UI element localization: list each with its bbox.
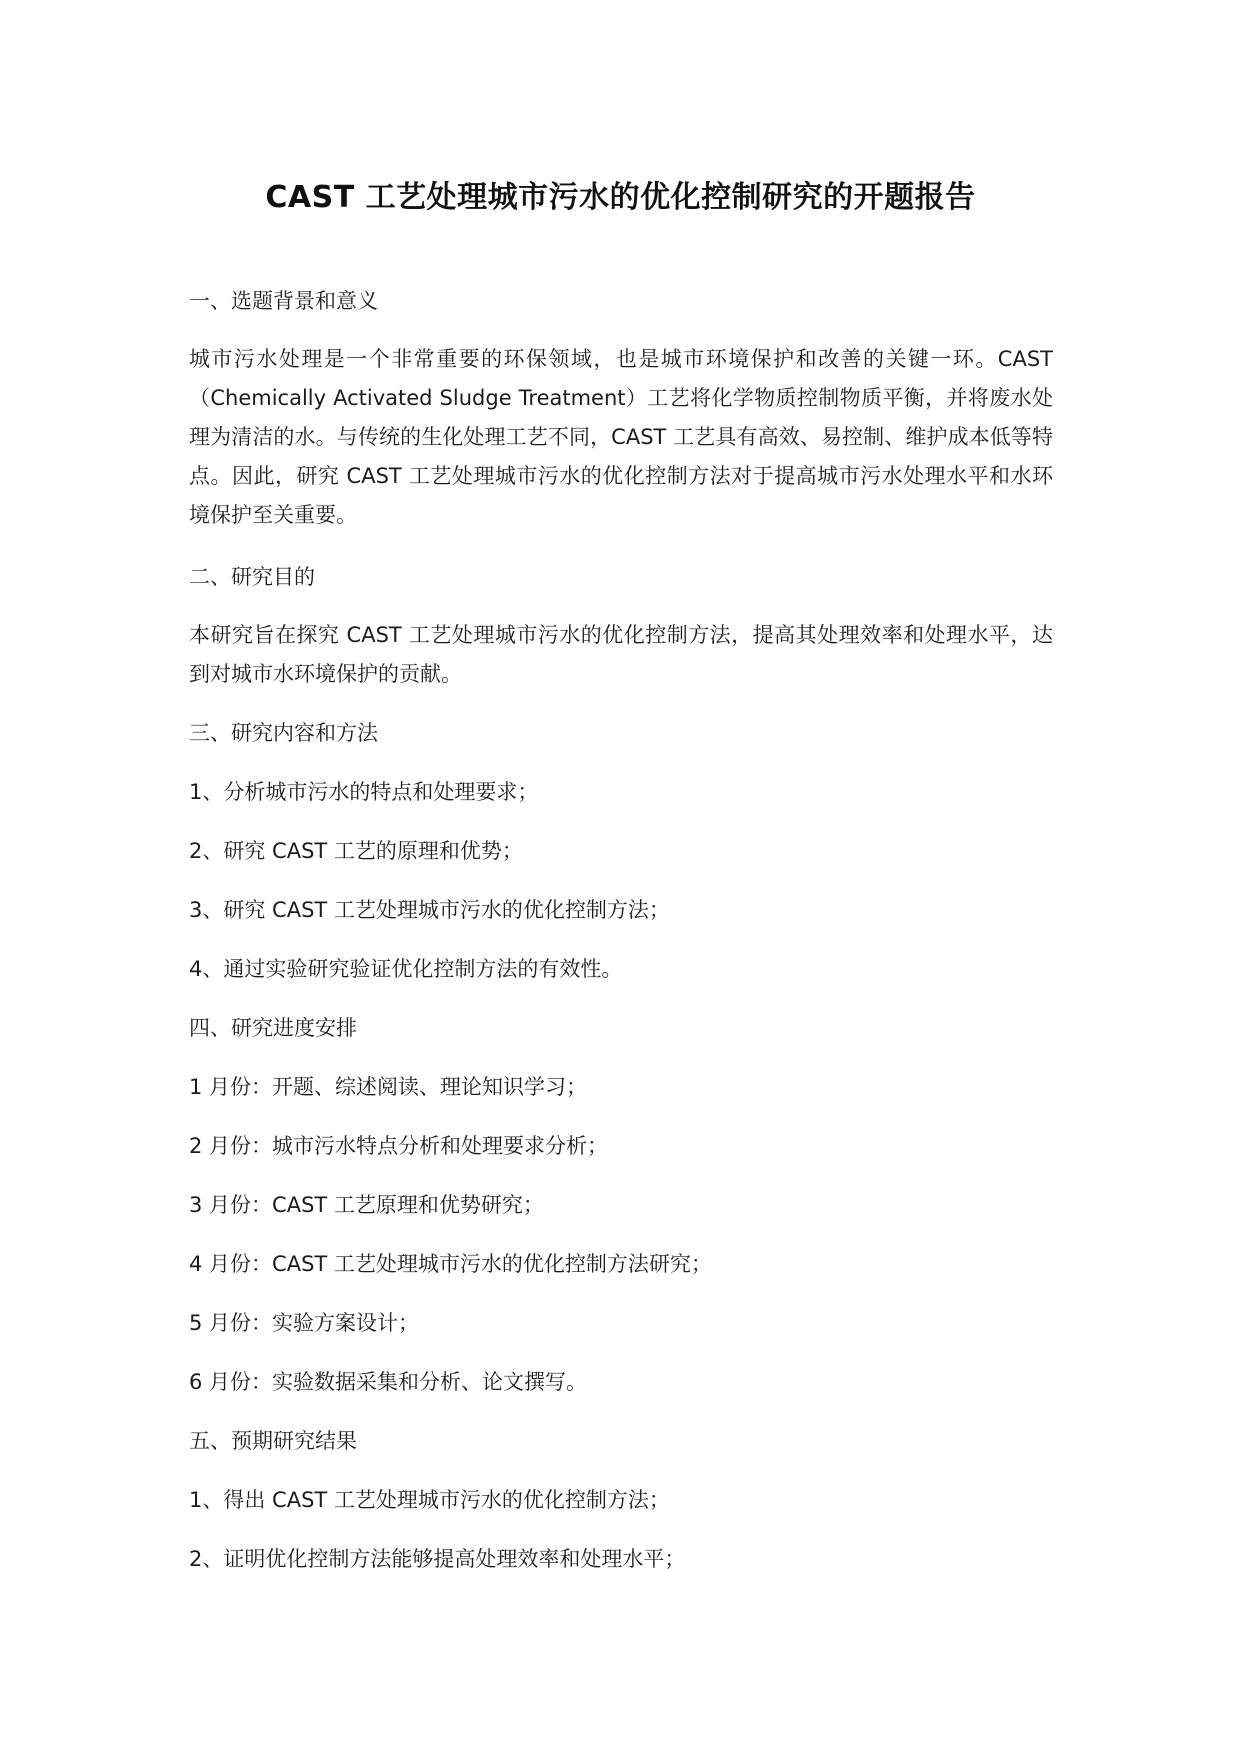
schedule-item: 6 月份：实验数据采集和分析、论文撰写。: [189, 1370, 588, 1394]
paragraph-objective: 本研究旨在探究 CAST 工艺处理城市污水的优化控制方法，提高其处理效率和处理水平，达到对城市水环境保护的贡献。: [189, 623, 1053, 686]
list-item: 2、证明优化控制方法能够提高处理效率和处理水平；: [189, 1547, 686, 1571]
list-item: 1、分析城市污水的特点和处理要求；: [189, 780, 539, 804]
schedule-item: 1 月份：开题、综述阅读、理论知识学习；: [189, 1075, 588, 1099]
section-heading-expected-results: 五、预期研究结果: [189, 1429, 357, 1453]
paragraph-background: 城市污水处理是一个非常重要的环保领域，也是城市环境保护和改善的关键一环。CAST（Chemically Activated Sludge Treatment）工艺将化学物质控制物质平衡，并将废水处理为清洁的水。与传统的生化处理工艺不同，CAST 工艺具有高效、易控制、维护成本低等特点。因此，研究 CAST 工艺处理城市污水的优化控制方法对于提高城市污水处理水平和水环境保护至关重要。: [189, 347, 1053, 527]
section-heading-background: 一、选题背景和意义: [189, 289, 378, 313]
list-item: 1、得出 CAST 工艺处理城市污水的优化控制方法；: [189, 1488, 670, 1512]
schedule-item: 2 月份：城市污水特点分析和处理要求分析；: [189, 1134, 609, 1158]
list-item: 3、研究 CAST 工艺处理城市污水的优化控制方法；: [189, 898, 670, 922]
section-heading-schedule: 四、研究进度安排: [189, 1016, 357, 1040]
document-title: CAST 工艺处理城市污水的优化控制研究的开题报告: [265, 180, 976, 215]
list-item: 4、通过实验研究验证优化控制方法的有效性。: [189, 957, 623, 981]
section-heading-content-methods: 三、研究内容和方法: [189, 721, 378, 745]
section-heading-objective: 二、研究目的: [189, 565, 315, 589]
schedule-item: 5 月份：实验方案设计；: [189, 1311, 420, 1335]
schedule-item: 4 月份：CAST 工艺处理城市污水的优化控制方法研究；: [189, 1252, 712, 1276]
list-item: 2、研究 CAST 工艺的原理和优势；: [189, 839, 523, 863]
schedule-item: 3 月份：CAST 工艺原理和优势研究；: [189, 1193, 544, 1217]
